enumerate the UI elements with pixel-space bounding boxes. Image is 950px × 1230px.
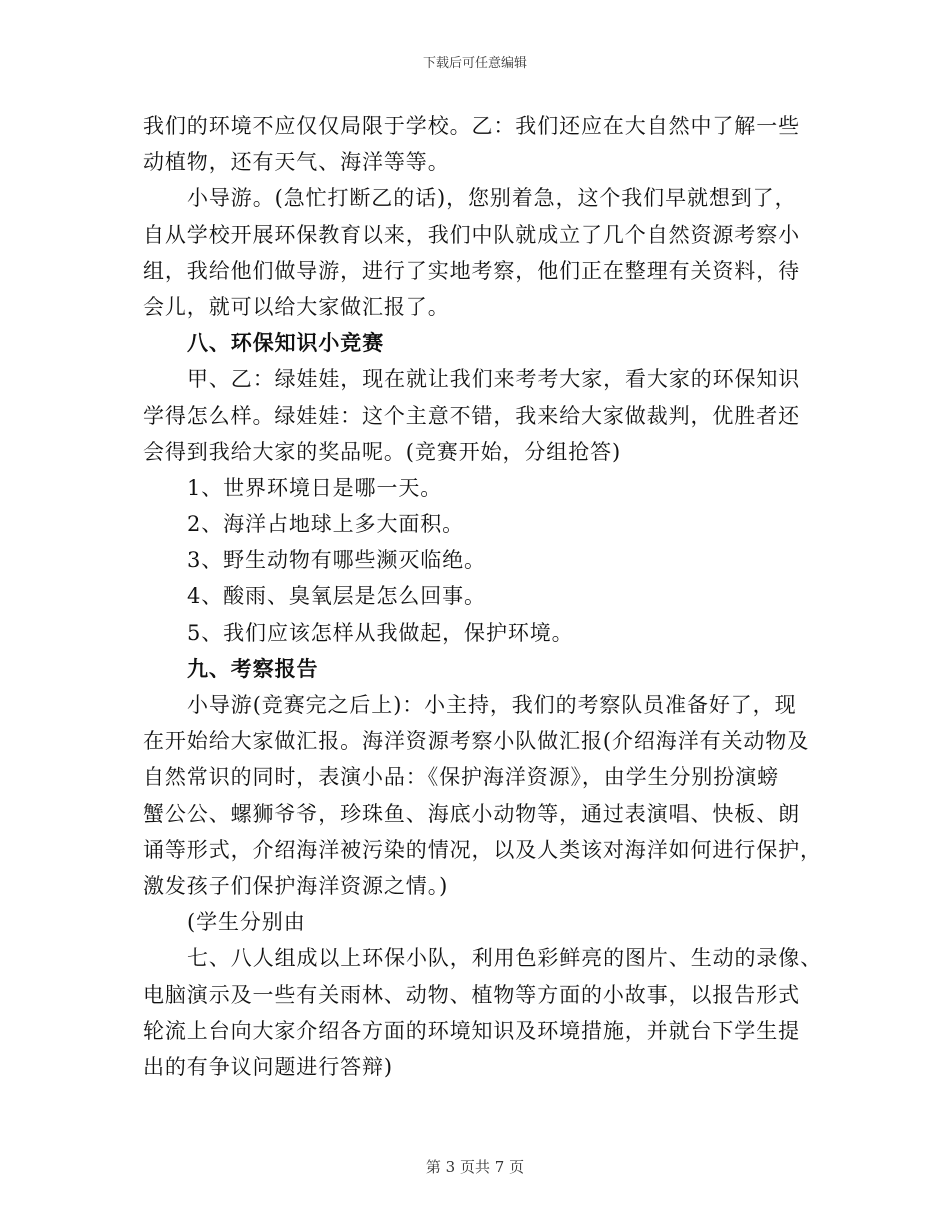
paragraph-line: 在开始给大家做汇报。海洋资源考察小队做汇报(介绍海洋有关动物及 (143, 729, 810, 754)
paragraph-line: 会儿，就可以给大家做汇报了。 (143, 294, 450, 319)
section-heading: 九、考察报告 (187, 655, 319, 681)
paragraph-line: 出的有争议问题进行答辩) (143, 1054, 393, 1079)
paragraph-line: 自从学校开展环保教育以来，我们中队就成立了几个自然资源考察小 (143, 222, 800, 247)
quiz-question: 4、酸雨、臭氧层是怎么回事。 (187, 584, 486, 609)
paragraph-line: 电脑演示及一些有关雨林、动物、植物等方面的小故事，以报告形式 (143, 982, 800, 1007)
paragraph-line: 学得怎么样。绿娃娃：这个主意不错，我来给大家做裁判，优胜者还 (143, 403, 800, 428)
paragraph-line: 甲、乙：绿娃娃，现在就让我们来考考大家，看大家的环保知识 (187, 367, 801, 392)
paragraph-line: 蟹公公、螺狮爷爷，珍珠鱼、海底小动物等，通过表演唱、快板、朗 (143, 801, 800, 826)
paragraph-line: 会得到我给大家的奖品呢。(竞赛开始，分组抢答) (143, 439, 622, 464)
quiz-question: 5、我们应该怎样从我做起，保护环境。 (187, 620, 574, 645)
paragraph-line: 组，我给他们做导游，进行了实地考察，他们正在整理有关资料，待 (143, 258, 800, 283)
paragraph-line: 诵等形式，介绍海洋被污染的情况，以及人类该对海洋如何进行保护， (143, 837, 822, 862)
quiz-question: 1、世界环境日是哪一天。 (187, 475, 443, 500)
paragraph-line: 小导游。(急忙打断乙的话)，您别着急，这个我们早就想到了， (187, 186, 797, 211)
page-footer: 第 3 页共 7 页 (425, 1158, 525, 1176)
paragraph-line: (学生分别由 (187, 910, 306, 935)
paragraph-line: 轮流上台向大家介绍各方面的环境知识及环境措施，并就台下学生提 (143, 1018, 800, 1043)
section-heading: 八、环保知识小竞赛 (187, 330, 385, 356)
quiz-question: 2、海洋占地球上多大面积。 (187, 512, 465, 537)
quiz-question: 3、野生动物有哪些濒灭临绝。 (187, 548, 486, 573)
paragraph-line: 小导游(竞赛完之后上)：小主持，我们的考察队员准备好了，现 (187, 693, 797, 717)
paragraph-line: 我们的环境不应仅仅局限于学校。乙：我们还应在大自然中了解一些 (143, 114, 800, 138)
paragraph-line: 七、八人组成以上环保小队，利用色彩鲜亮的图片、生动的录像、 (187, 946, 823, 971)
paragraph-line: 自然常识的同时，表演小品：《保护海洋资源》，由学生分别扮演螃 (143, 765, 779, 790)
page-header: 下载后可任意编辑 (422, 56, 527, 71)
paragraph-line: 动植物，还有天气、海洋等等。 (143, 150, 450, 175)
document-body (143, 108, 823, 1085)
paragraph-line: 激发孩子们保护海洋资源之情。) (143, 873, 449, 898)
